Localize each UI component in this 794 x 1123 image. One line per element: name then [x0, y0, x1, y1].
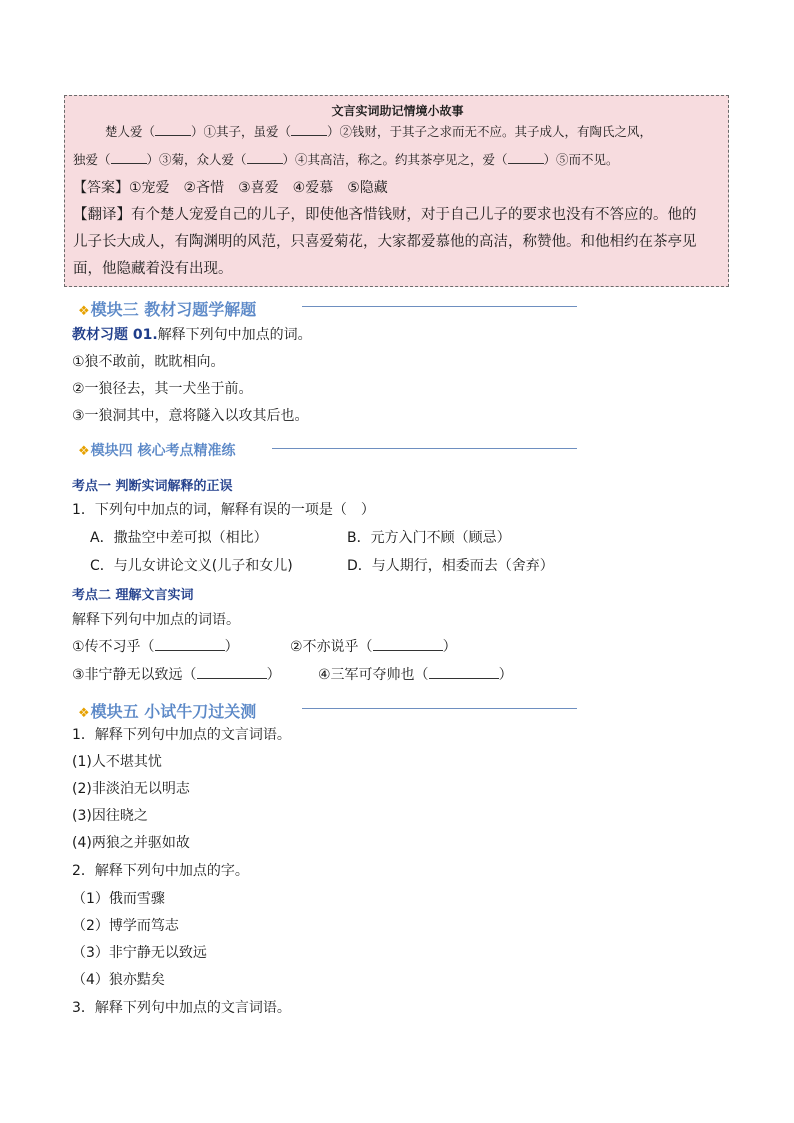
- blank-item-3: ③非宁静无以致远（ ）: [72, 667, 281, 683]
- module5-q2: 2．解释下列句中加点的字。: [72, 863, 249, 879]
- story-text: 独爱（: [73, 152, 111, 167]
- diamond-icon: ❖: [78, 706, 87, 721]
- module4-q2: 解释下列句中加点的词语。: [72, 612, 240, 628]
- blank: [111, 152, 147, 164]
- diamond-icon: ❖: [78, 444, 87, 459]
- module5-rule: [302, 708, 577, 709]
- module3-rule: [302, 306, 577, 307]
- story-text: ）②钱财，于其子之求而无不应。其子成人，有陶氏之风，: [327, 124, 653, 139]
- blank: [155, 124, 191, 136]
- blank: [247, 152, 283, 164]
- blank-item-1: ①传不习乎（ ）: [72, 639, 239, 655]
- diamond-icon: ❖: [78, 304, 87, 319]
- blank: [508, 152, 544, 164]
- module5-q1: 1．解释下列句中加点的文言词语。: [72, 727, 291, 743]
- exercise-label: 教材习题 01.: [72, 327, 158, 343]
- answer-blank[interactable]: [197, 666, 267, 679]
- module3-item-1: ①狼不敢前，眈眈相向。: [72, 354, 225, 370]
- story-text: 楚人爱（: [105, 124, 156, 139]
- story-title: 文言实词助记情境小故事: [331, 104, 464, 118]
- module5-q3: 3．解释下列句中加点的文言词语。: [72, 1000, 291, 1016]
- story-box: [64, 95, 729, 287]
- translation-line-3: 面，他隐藏着没有出现。: [73, 261, 233, 277]
- story-text: ）④其高洁，称之。约其茶亭见之，爱（: [282, 152, 508, 167]
- translation-line-1: [73, 206, 697, 224]
- module3-heading: [78, 297, 256, 320]
- module5-title: 模块五 小试牛刀过关测: [90, 702, 257, 721]
- q2-item-2: （2）博学而笃志: [72, 918, 179, 934]
- exercise-text: 解释下列句中加点的词。: [157, 327, 312, 343]
- module3-title: 模块三 教材习题学解题: [90, 300, 257, 319]
- q2-item-3: （3）非宁静无以致远: [72, 945, 207, 961]
- module3-item-3: ③一狼洞其中，意将隧入以攻其后也。: [72, 408, 309, 424]
- answer-blank[interactable]: [155, 638, 225, 651]
- translation-text: 有个楚人宠爱自己的儿子，即使他吝惜钱财，对于自己儿子的要求也没有不答应的。他的: [131, 207, 697, 223]
- answer-blank[interactable]: [373, 638, 443, 651]
- answer-text: ①宠爱 ②吝惜 ③喜爱 ④爱慕 ⑤隐藏: [129, 180, 388, 196]
- option-d: D．与人期行，相委而去（舍弃）: [347, 558, 554, 574]
- q1-item-1: (1)人不堪其忧: [72, 754, 162, 770]
- module4-heading: [78, 440, 236, 460]
- option-b: B．元方入门不顾（顾忌）: [347, 530, 511, 546]
- module4-q1: 1．下列句中加点的词，解释有误的一项是（ ）: [72, 502, 375, 518]
- story-text: ）③菊，众人爱（: [146, 152, 247, 167]
- answer-blank[interactable]: [429, 666, 499, 679]
- keypoint-1: 考点一 判断实词解释的正误: [72, 479, 233, 494]
- keypoint-2: 考点二 理解文言实词: [72, 588, 194, 603]
- blank-item-4: ④三军可夺帅也（ ）: [318, 667, 513, 683]
- module3-item-2: ②一狼径去，其一犬坐于前。: [72, 381, 253, 397]
- q1-item-2: (2)非淡泊无以明志: [72, 781, 190, 797]
- answer-line: [73, 179, 388, 197]
- module4-title: 模块四 核心考点精准练: [90, 443, 236, 459]
- blank: [291, 124, 327, 136]
- translation-label: 【翻译】: [73, 207, 131, 223]
- module4-rule: [272, 448, 577, 449]
- story-line-2: [73, 152, 619, 168]
- q2-item-1: （1）俄而雪骤: [72, 891, 165, 907]
- translation-line-2: 儿子长大成人，有陶渊明的风范，只喜爱菊花，大家都爱慕他的高洁，称赞他。和他相约在茶亭见: [73, 234, 697, 250]
- q1-item-4: (4)两狼之并驱如故: [72, 835, 190, 851]
- module3-exercise: [72, 326, 312, 344]
- q2-item-4: （4）狼亦黠矣: [72, 972, 165, 988]
- answer-label: 【答案】: [73, 180, 129, 196]
- option-a: A．撒盐空中差可拟（相比）: [90, 530, 268, 546]
- q1-item-3: (3)因往晓之: [72, 808, 148, 824]
- story-text: ）⑤而不见。: [543, 152, 619, 167]
- story-text: ）①其子，虽爱（: [191, 124, 292, 139]
- blank-item-2: ②不亦说乎（ ）: [290, 639, 457, 655]
- story-line-1: [105, 124, 652, 140]
- option-c: C．与儿女讲论文义(儿子和女儿): [90, 558, 293, 574]
- module5-heading: [78, 699, 256, 722]
